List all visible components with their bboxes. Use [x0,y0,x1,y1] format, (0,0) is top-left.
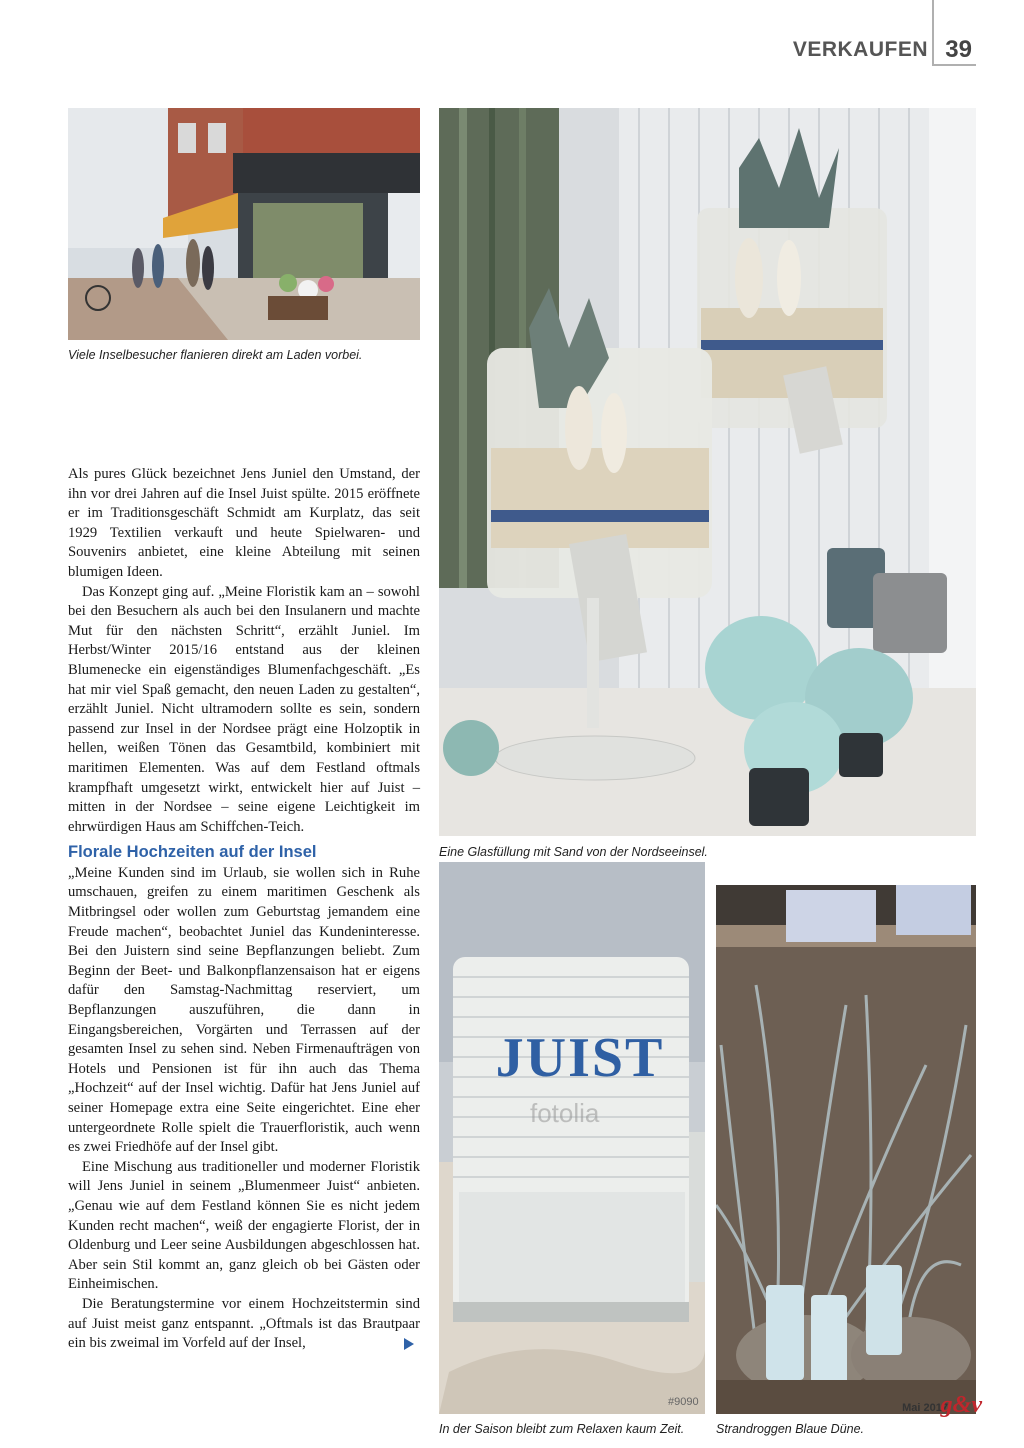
continue-arrow-icon [404,1338,414,1350]
page-number: 39 [945,36,972,63]
photo-street [68,108,420,340]
photo-glass [439,108,976,836]
footer-date: Mai 2017 [902,1402,948,1414]
chair-sign-text: JUIST [495,1027,665,1089]
article-paragraph: „Meine Kunden sind im Urlaub, sie wollen sich in Ruhe umschauen, greifen zu einem maritimen Geschenk als Mitbringsel oder wollen zum Geburtstag jemandem eine Freude machen“, beobachtet Juniel das Kundeninteresse. Bei den Juistern sind seine Bepflanzungen beliebt. Zum Beginn der Beet- und Balkonpflanzensaison hat er eigens dafür den Samstag-Nachmittag reserviert, um Bepflanzungen auszuführen, die dann in Eingangsbereichen, Vorgärten und Terrassen auf der gesamten Insel zu sehen sind. Neben Firmenaufträgen von Hotels und Pensionen ist für ihn auch das Thema „Hochzeit“ auf der Insel wichtig. Dafür hat Jens Juniel auf seiner Homepage extra eine Seite eingerichtet. Eine eher untergeordnete Rolle spielt die Trauerfloristik, auch wenn es zwei Friedhöfe auf der Insel gibt. [68,864,420,1156]
article-paragraph: Eine Mischung aus traditioneller und moderner Floristik will Jens Juniel in seinem „Blumenmeer Juist“ anbieten. „Genau wie auf dem Festland können Sie es nicht jedem Kunden recht machen“, weiß der engagierte Florist, der in Oldenburg und Leer seine Ausbildungen abgeschlossen hat. Aber sein Stil kommt an, ganz gleich ob bei Gästen oder Einheimischen. [68,1158,420,1293]
article-body [68,465,420,1354]
glass-illustration [439,108,976,836]
caption-chair: In der Saison bleibt zum Relaxen kaum Zeit. [439,1422,685,1436]
chair-watermark: fotolia [530,1098,600,1128]
article-paragraph: Als pures Glück bezeichnet Jens Juniel den Umstand, der ihn vor drei Jahren auf die Insel Juist spülte. 2015 eröffnete er im Traditionsgeschäft Schmidt am Kurplatz, das seit 1929 Textilien verkauft und heute Spielwaren- und Souvenirs anbietet, eine kleine Abteilung mit seinen blumigen Ideen. [68,466,420,580]
caption-grass: Strandroggen Blaue Düne. [716,1422,865,1436]
caption-street: Viele Inselbesucher flanieren direkt am Laden vorbei. [68,348,363,362]
article-paragraph: Das Konzept ging auf. „Meine Floristik kam an – sowohl bei den Besuchern als auch bei den Insulanern und machte Mut für den nächsten Schritt“, erzählt Juniel. Im Herbst/Winter 2015/16 entstand aus der kleinen Blumenecke ein eigenständiges Blumenfachgeschäft. „Es hat mir viel Spaß gemacht, den neuen Laden zu gestalten“, erzählt Juniel. Nicht ultramodern sollte es sein, sondern passend zur Insel in der Nordsee prägt eine Holzoptik in hellen, weißen Tönen das Gesamtbild, kombiniert mit maritimen Elementen. Was auf dem Festland oftmals krampfhaft umgesetzt wirkt, entwickelt hier auf Juist – mitten in der Nordsee – seine eigene Leichtigkeit im ehrwürdigen Haus am Schiffchen-Teich. [68,583,420,835]
article-subheading: Florale Hochzeiten auf der Insel [68,843,317,862]
section-label: VERKAUFEN [792,38,928,61]
grass-illustration [716,885,976,1414]
chair-illustration [439,862,705,1414]
photo-grass [716,885,976,1414]
article-paragraph: Die Beratungstermine vor einem Hochzeitstermin sind auf Juist meist ganz entspannt. „Oftmals ist das Brautpaar ein bis zweimal im Vorfeld auf der Insel, [68,1295,420,1352]
caption-glass: Eine Glasfüllung mit Sand von der Nordseeinsel. [439,845,708,859]
magazine-logo: g&v [940,1392,982,1418]
street-illustration [68,108,420,340]
chair-code: #9090 [668,1396,699,1408]
photo-chair [439,862,705,1414]
